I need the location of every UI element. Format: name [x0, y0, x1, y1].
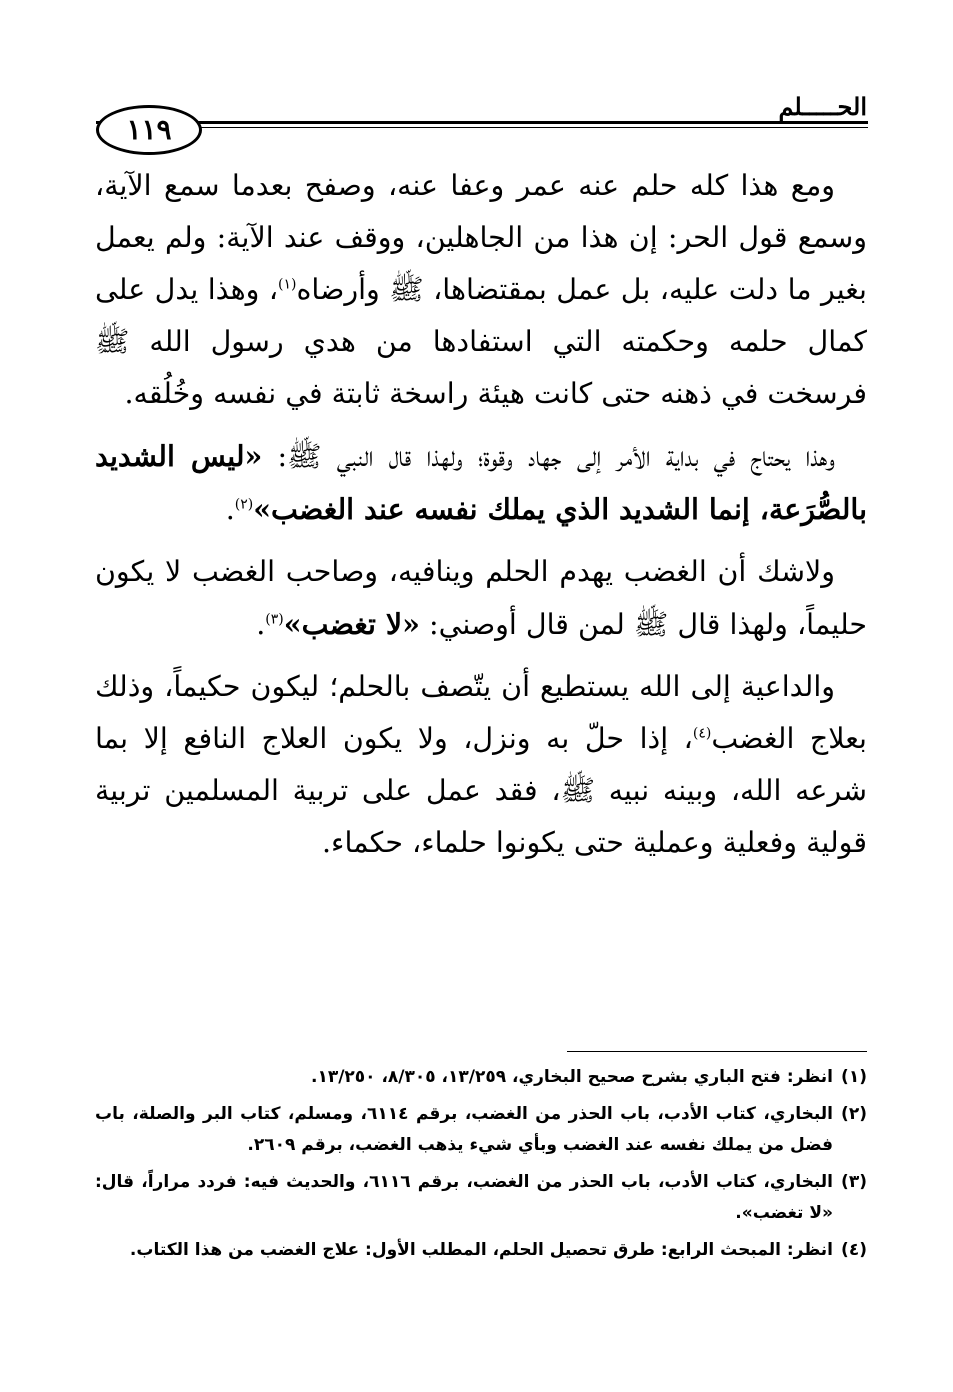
running-title: الحـــــلم — [778, 92, 867, 121]
footnote-number: (١) — [841, 1067, 867, 1087]
paragraph-text: ، وهذا يدل على كمال حلمه وحكمته التي استفادها من هدي رسول الله ﷺ فرسخت في ذهنه حتى كانت هيئة راسخة ثابتة في نفسه وخُلُقه. — [95, 273, 867, 410]
footnote-text: البخاري، كتاب الأدب، باب الحذر من الغضب، برقم ٦١١٦، والحديث فيه: فردد مراراً، قال: «لا تغضب». — [95, 1172, 833, 1223]
footnotes — [95, 1062, 867, 1272]
paragraph — [95, 546, 867, 651]
footnote — [95, 1062, 867, 1093]
paragraph-text: ، إذا حلّ به ونزل، ولا يكون العلاج النافع إلا بما شرعه الله، وبينه نبيه ﷺ، فقد عمل على تربية المسلمين تربية قولية وفعلية وعملية حتى يكونوا حلماء، حكماء. — [95, 722, 867, 859]
header-rule — [96, 121, 868, 124]
footnote-marker: (٤) — [692, 725, 712, 742]
paragraph-text: . — [225, 493, 235, 526]
footnote — [95, 1167, 867, 1229]
footnote-marker: (١) — [278, 276, 297, 293]
footnote-text: انظر: المبحث الرابع: طرق تحصيل الحلم، المطلب الأول: علاج الغضب من هذا الكتاب. — [129, 1240, 833, 1260]
footnote-number: (٤) — [841, 1240, 867, 1260]
footnote — [95, 1099, 867, 1161]
main-text — [95, 160, 867, 879]
footnote-number: (٣) — [841, 1172, 867, 1192]
paragraph — [95, 661, 867, 869]
footnote-marker: (٣) — [265, 611, 284, 628]
hadith-quote: «ليس الشديد بالصُّرَعة، إنما الشديد الذي يملك نفسه عند الغضب» — [95, 439, 867, 526]
paragraph — [95, 430, 867, 536]
paragraph-text: . — [256, 608, 266, 641]
page-number: ١١٩ — [96, 105, 202, 155]
header-rule-thin — [180, 127, 868, 128]
hadith-quote: «لا تغضب» — [283, 607, 420, 641]
footnote-marker: (٢) — [234, 496, 254, 513]
footnote-text: البخاري، كتاب الأدب، باب الحذر من الغضب، برقم ٦١١٤، ومسلم، كتاب البر والصلة، باب فضل من يملك نفسه عند الغضب وبأي شيء يذهب الغضب، برقم ٢٦٠٩. — [95, 1104, 833, 1155]
paragraph — [95, 160, 867, 420]
paragraph-text: وهذا يحتاج في بداية الأمر إلى جهاد وقوة؛ ولهذا قال النبي ﷺ: — [262, 440, 835, 473]
paragraph-text: ولاشك أن الغضب يهدم الحلم وينافيه، وصاحب الغضب لا يكون حليماً، ولهذا قال ﷺ لمن قال أوصني: — [95, 555, 867, 641]
paragraph-text: والداعية إلى الله يستطيع أن يتّصف بالحلم؛ ليكون حكيماً، وذلك بعلاج الغضب — [95, 670, 867, 755]
footnote-rule — [567, 1051, 867, 1052]
footnote-text: انظر: فتح الباري بشرح صحيح البخاري، ١٣/٢٥٩، ٨/٣٠٥، ١٣/٢٥٠. — [310, 1067, 833, 1087]
footnote-number: (٢) — [841, 1104, 867, 1124]
footnote — [95, 1235, 867, 1266]
paragraph-text: ومع هذا كله حلم عنه عمر وعفا عنه، وصفح بعدما سمع الآية، وسمع قول الحر: إن هذا من الجاهلين، ووقف عند الآية: ولم يعمل بغير ما دلت عليه، بل عمل بمقتضاها، ﷺ وأرضاه — [95, 169, 867, 306]
